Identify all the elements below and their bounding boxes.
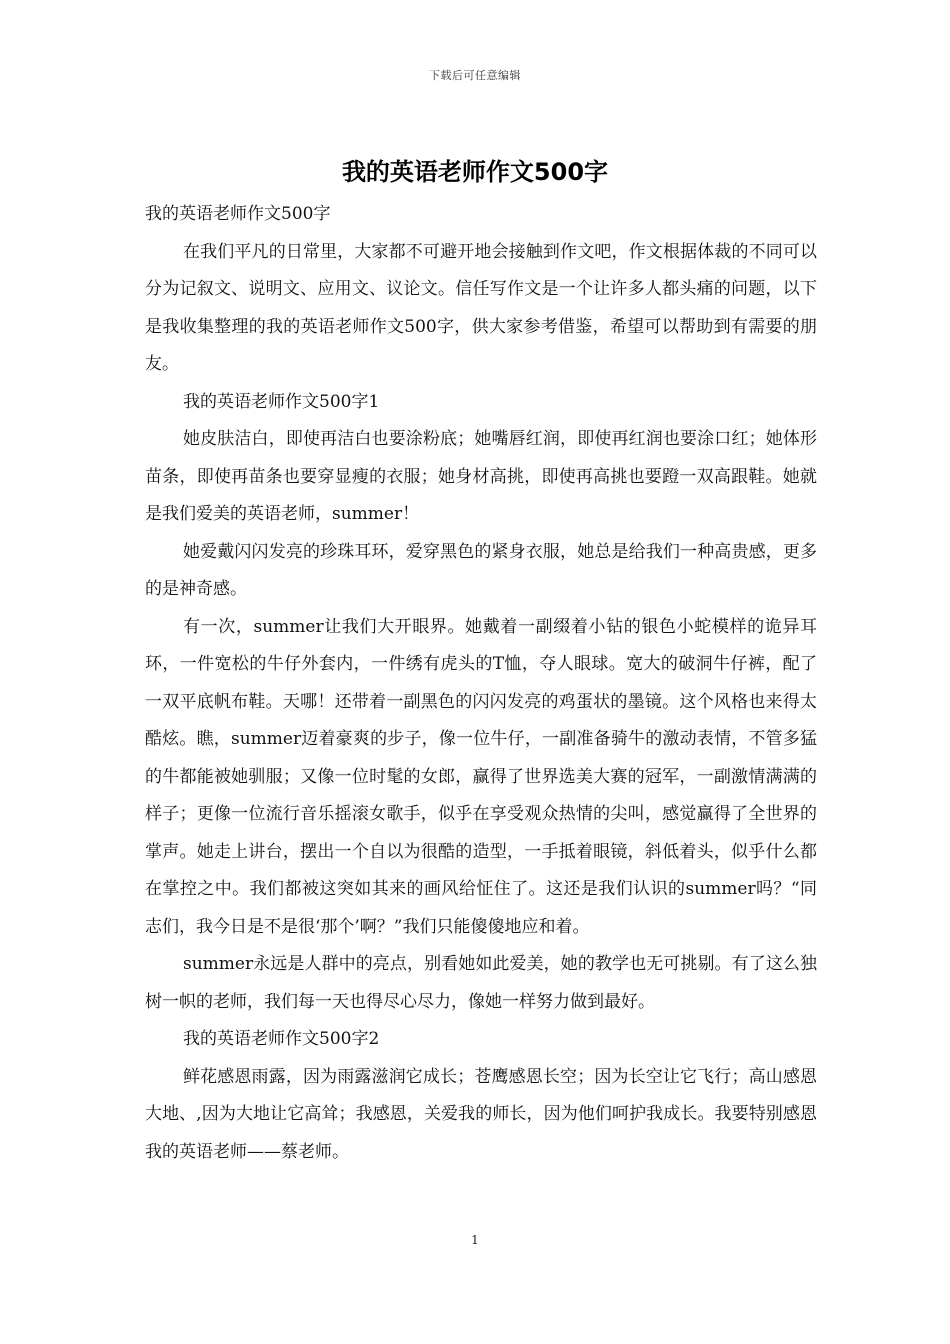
header-note: 下载后可任意编辑 (429, 69, 521, 82)
paragraph-subtitle: 我的英语老师作文500字 (145, 204, 331, 224)
paragraph: summer永远是人群中的亮点，别看她如此爱美，她的教学也无可挑剔。有了这么独树一帜的老师，我们每一天也得尽心尽力，像她一样努力做到最好。 (145, 954, 817, 1012)
document-title: 我的英语老师作文500字 (341, 158, 609, 186)
document-body (145, 196, 817, 1171)
paragraph: 有一次，summer让我们大开眼界。她戴着一副缀着小钻的银色小蛇模样的诡异耳环，一件宽松的牛仔外套内，一件绣有虎头的T恤，夺人眼球。宽大的破洞牛仔裤，配了一双平底帆布鞋。天哪！还带着一副黑色的闪闪发亮的鸡蛋状的墨镜。这个风格也来得太酷炫。瞧，summer迈着豪爽的步子，像一位牛仔，一副准备骑牛的激动表情，不管多猛的牛都能被她驯服；又像一位时髦的女郎，赢得了世界选美大赛的冠军，一副激情满满的样子；更像一位流行音乐摇滚女歌手，似乎在享受观众热情的尖叫，感觉赢得了全世界的掌声。她走上讲台，摆出一个自以为很酷的造型，一手抵着眼镜，斜低着头，似乎什么都在掌控之中。我们都被这突如其来的画风给怔住了。这还是我们认识的summer吗？“同志们，我今日是不是很‘那个’啊？”我们只能傻傻地应和着。 (145, 616, 817, 937)
paragraph: 她皮肤洁白，即使再洁白也要涂粉底；她嘴唇红润，即使再红润也要涂口红；她体形苗条，即使再苗条也要穿显瘦的衣服；她身材高挑，即使再高挑也要蹬一双高跟鞋。她就是我们爱美的英语老师，summer！ (145, 429, 817, 524)
section-heading-1: 我的英语老师作文500字1 (183, 391, 380, 412)
paragraph: 鲜花感恩雨露，因为雨露滋润它成长；苍鹰感恩长空；因为长空让它飞行；高山感恩大地、,因为大地让它高耸；我感恩，关爱我的师长，因为他们呵护我成长。我要特别感恩我的英语老师——蔡老师。 (145, 1066, 817, 1162)
page-number: 1 (471, 1233, 479, 1247)
paragraph-intro: 在我们平凡的日常里，大家都不可避开地会接触到作文吧，作文根据体裁的不同可以分为记叙文、说明文、应用文、议论文。信任写作文是一个让许多人都头痛的问题，以下是我收集整理的我的英语老师作文500字，供大家参考借鉴，希望可以帮助到有需要的朋友。 (145, 241, 817, 374)
paragraph: 她爱戴闪闪发亮的珍珠耳环，爱穿黑色的紧身衣服，她总是给我们一种高贵感，更多的是神奇感。 (145, 541, 817, 599)
section-heading-2: 我的英语老师作文500字2 (183, 1029, 380, 1049)
